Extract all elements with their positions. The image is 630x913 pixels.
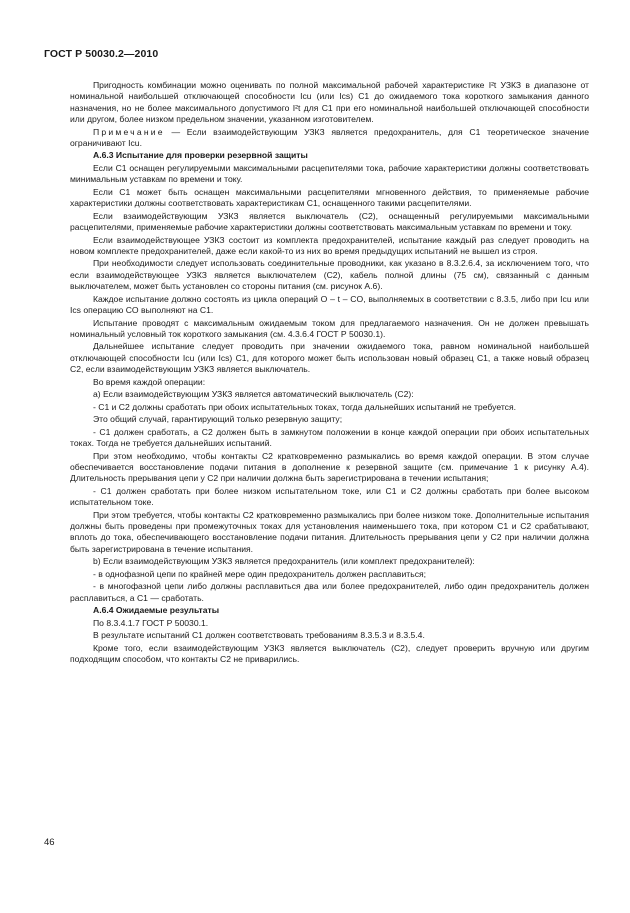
paragraph: Пригодность комбинации можно оценивать по полной максимальной рабочей характеристике I²t УЗКЗ в диапазоне от номинальной наибольшей отключающей способности Icu (или Ics) C1 до ожидаемого тока короткого замыкания данного назначения, но не более максимального допустимого I²t для C1 при его номинальной наибольшей отключающей способности или другом, более низком предельном значении, указанном изготовителем.	[70, 80, 589, 125]
paragraph: При этом необходимо, чтобы контакты C2 кратковременно размыкались во время каждой операции. В этом случае обеспечивается восстановление подачи питания в дополнение к резервной защите (см. примечание 1 к рисунку А.4). Длительность прерывания цепи у C2 при наличии должна быть зарегистрирована в течении испытания;	[70, 450, 589, 484]
paragraph: Если C1 может быть оснащен максимальными расцепителями мгновенного действия, то применяемые рабочие характеристики должны соответствовать характеристикам C1, оснащенного такими расцепителями.	[70, 186, 589, 209]
list-item: а) Если взаимодействующим УЗКЗ является автоматический выключатель (C2):	[93, 389, 414, 400]
paragraph: Испытание проводят с максимальным ожидаемым током для предлагаемого назначения. Он не должен превышать номинальный условный ток короткого замыкания (см. 4.3.6.4 ГОСТ Р 50030.1).	[70, 317, 589, 339]
paragraph: Кроме того, если взаимодействующим УЗКЗ является выключатель (C2), следует проверить вручную или другим подходящим способом, что контакты C2 не приварились.	[70, 642, 589, 665]
paragraph: Если взаимодействующим УЗКЗ является выключатель (C2), оснащенный регулируемыми максимальными расцепителями, применяемые рабочие характеристики должны соответствовать максимальным уставкам по времени и току.	[70, 210, 589, 233]
paragraph: Каждое испытание должно состоять из цикла операций O – t – CO, выполняемых в соответствии с 8.3.5, либо при Icu или Ics операцию CO выполняют на C1.	[70, 293, 589, 316]
paragraph: Дальнейшее испытание следует проводить при значении ожидаемого тока, равном номинальной наибольшей отключающей способности Icu (или Ics) C1, для которого может быть использован новый образец C1, а также новый образец C2, если взаимодействующим УЗКЗ является выключатель.	[70, 341, 589, 375]
paragraph: В результате испытаний C1 должен соответствовать требованиям 8.3.5.3 и 8.3.5.4.	[93, 630, 425, 641]
note-label: Примечание	[93, 126, 165, 137]
paragraph: При этом требуется, чтобы контакты C2 кратковременно размыкались при более низком токе. Дополнительные испытания должны быть проведены при промежуточных токах для установления наименьшего тока, при котором C1 и C2 срабатывают, вплоть до тока, обеспечивающего восстановление подачи питания. Длительность прерывания цепи у C2 при наличии должна быть зарегистрирована в течение испытания.	[70, 509, 589, 554]
list-item: - C1 должен сработать при более низком испытательном токе, или C1 и C2 должны сработать при более высоком испытательном токе.	[70, 485, 589, 508]
paragraph: При необходимости следует использовать соединительные проводники, как указано в 8.3.2.6.4, за исключением того, что если взаимодействующее УЗКЗ является выключателем (C2), кабель полной длины (75 см), связанный с данным выключателем, может быть установлен со стороны питания (см. рисунок А.6).	[70, 258, 589, 292]
list-item: Это общий случай, гарантирующий только резервную защиту;	[93, 414, 343, 425]
paragraph: Если C1 оснащен регулируемыми максимальными расцепителями тока, рабочие характеристики должны соответствовать минимальным уставкам по времени и току.	[70, 162, 589, 185]
list-item: - C1 и C2 должны сработать при обоих испытательных токах, тогда дальнейших испытаний не требуется.	[93, 401, 516, 412]
paragraph: Во время каждой операции:	[93, 376, 206, 387]
list-item: - в многофазной цепи либо должны расплавиться два или более предохранителей, либо один предохранитель должен расплавиться, а C1 — сработать.	[70, 581, 589, 603]
section-heading: А.6.4 Ожидаемые результаты	[93, 605, 220, 616]
list-item: b) Если взаимодействующим УЗКЗ является предохранитель (или комплект предохранителей):	[93, 556, 475, 567]
paragraph: По 8.3.4.1.7 ГОСТ Р 50030.1.	[93, 617, 209, 628]
document-body	[70, 80, 589, 667]
paragraph: Если взаимодействующее УЗКЗ состоит из комплекта предохранителей, испытание каждый раз следует проводить на новом комплекте предохранителей, даже если какой-то из них во время предыдущих испытаний не вышел из строя.	[70, 234, 589, 256]
list-item: - в однофазной цепи по крайней мере один предохранитель должен расплавиться;	[93, 568, 427, 579]
page-number: 46	[44, 837, 55, 848]
document-header: ГОСТ Р 50030.2—2010	[44, 48, 159, 60]
note-text: — Если взаимодействующим УЗКЗ является предохранитель, для C1 теоретическое значение ограничивают Icu.	[70, 126, 589, 148]
list-item: - C1 должен сработать, а C2 должен быть в замкнутом положении в конце каждой операции при обоих испытательных токах. Тогда не требуется дальнейших испытаний.	[70, 426, 589, 449]
section-heading: А.6.3 Испытание для проверки резервной защиты	[93, 150, 308, 161]
note-paragraph	[70, 127, 589, 150]
